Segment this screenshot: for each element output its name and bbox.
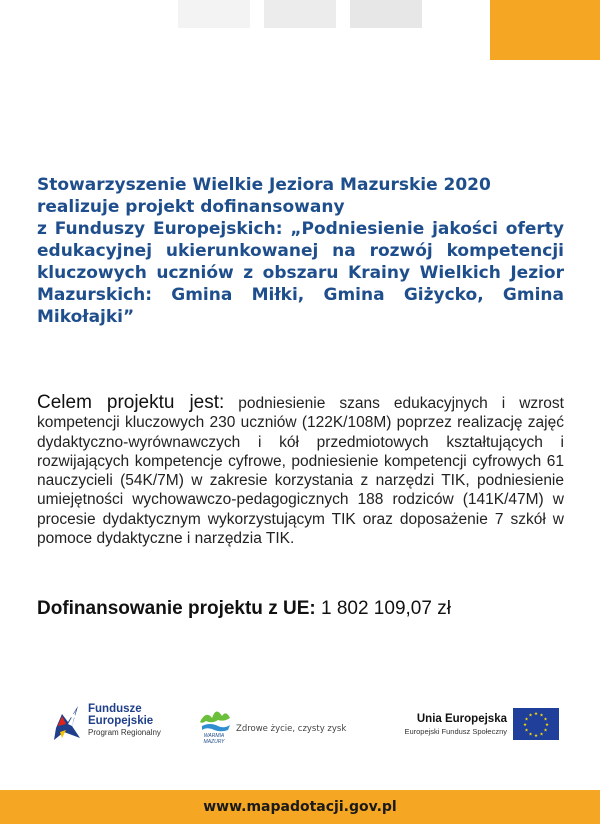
footer-url-link[interactable]: www.mapadotacji.gov.pl	[203, 799, 397, 815]
warmia-slogan: Zdrowe życie, czysty zysk	[236, 724, 347, 734]
decor-block-gray-3	[350, 0, 422, 28]
fundusze-europejskie-logo	[52, 700, 202, 744]
svg-text:★: ★	[533, 712, 539, 717]
fe-text	[88, 703, 161, 739]
svg-text:★: ★	[528, 732, 533, 738]
ue-line-2: Europejski Fundusz Społeczny	[404, 727, 507, 736]
funding-line	[37, 598, 564, 620]
svg-text:★: ★	[524, 717, 529, 723]
project-goal-text: podniesienie szans edukacyjnych i wzrost kompetencji kluczowych 230 uczniów (122K/108M) poprzez realizację zajęć dydaktyczno-wyrównawczych i kół przedmiotowych kształtujących i rozwijających kompetencje cyfrowe, podniesienie kompetencji cyfrowych 61 nauczycieli (54K/7M) w zakresie korzystania z narzędzi TIK, podniesienie umiejętności wychowawczo-pedagogicznych 188 rodziców (141K/47M) w procesie dydaktycznym wykorzystującym TIK oraz doposażenie 7 szkół w pomoce dydaktyczne i narzędzia TIK.	[37, 395, 564, 548]
decor-block-gray-1	[178, 0, 250, 28]
ue-text	[395, 712, 507, 738]
svg-text:★: ★	[539, 713, 544, 719]
fe-line-3: Program Regionalny	[88, 728, 161, 737]
svg-text:★: ★	[543, 728, 548, 734]
ue-line-1: Unia Europejska	[416, 713, 507, 725]
headline-line-4: edukacyjnej ukierunkowanej na rozwój kompetencji	[37, 241, 564, 261]
svg-text:★: ★	[528, 713, 533, 719]
fe-star-icon	[52, 702, 82, 742]
svg-text:★: ★	[539, 732, 544, 738]
headline	[37, 174, 564, 328]
svg-text:MAZURY: MAZURY	[203, 739, 225, 744]
headline-line-3: z Funduszy Europejskich: „Podniesienie jakości oferty	[37, 219, 564, 239]
warmia-mazury-logo	[196, 704, 366, 744]
svg-text:WARMIA: WARMIA	[203, 733, 225, 739]
fe-line-1: Fundusze	[88, 703, 142, 715]
headline-line-2: realizuje projekt dofinansowany	[37, 197, 345, 217]
funding-amount: 1 802 109,07 zł	[315, 598, 451, 619]
footer-bar	[0, 790, 600, 824]
decor-block-gray-2	[264, 0, 336, 28]
svg-text:★: ★	[543, 717, 548, 723]
headline-line-1: Stowarzyszenie Wielkie Jeziora Mazurskie 2020	[37, 175, 491, 195]
logo-strip	[0, 700, 600, 750]
project-goal-label: Celem projektu jest:	[37, 392, 225, 413]
headline-line-6: Mazurskich: Gmina Miłki, Gmina Giżycko, Gmina	[37, 285, 564, 305]
unia-europejska-logo	[395, 710, 565, 746]
headline-line-5: kluczowych uczniów z obszaru Krainy Wielkich Jezior	[37, 263, 564, 283]
fe-line-2: Europejskie	[88, 715, 154, 727]
funding-label: Dofinansowanie projektu z UE:	[37, 598, 316, 619]
svg-text:★: ★	[524, 728, 529, 734]
svg-text:★: ★	[544, 723, 550, 728]
svg-text:★: ★	[533, 734, 539, 739]
decor-block-orange	[490, 0, 600, 60]
headline-line-7: Mikołajki”	[37, 307, 135, 327]
eu-flag-icon	[513, 708, 559, 740]
top-decoration	[0, 0, 600, 62]
svg-text:★: ★	[522, 723, 528, 728]
warmia-mazury-mark	[196, 704, 232, 744]
project-goal-paragraph	[37, 393, 564, 548]
